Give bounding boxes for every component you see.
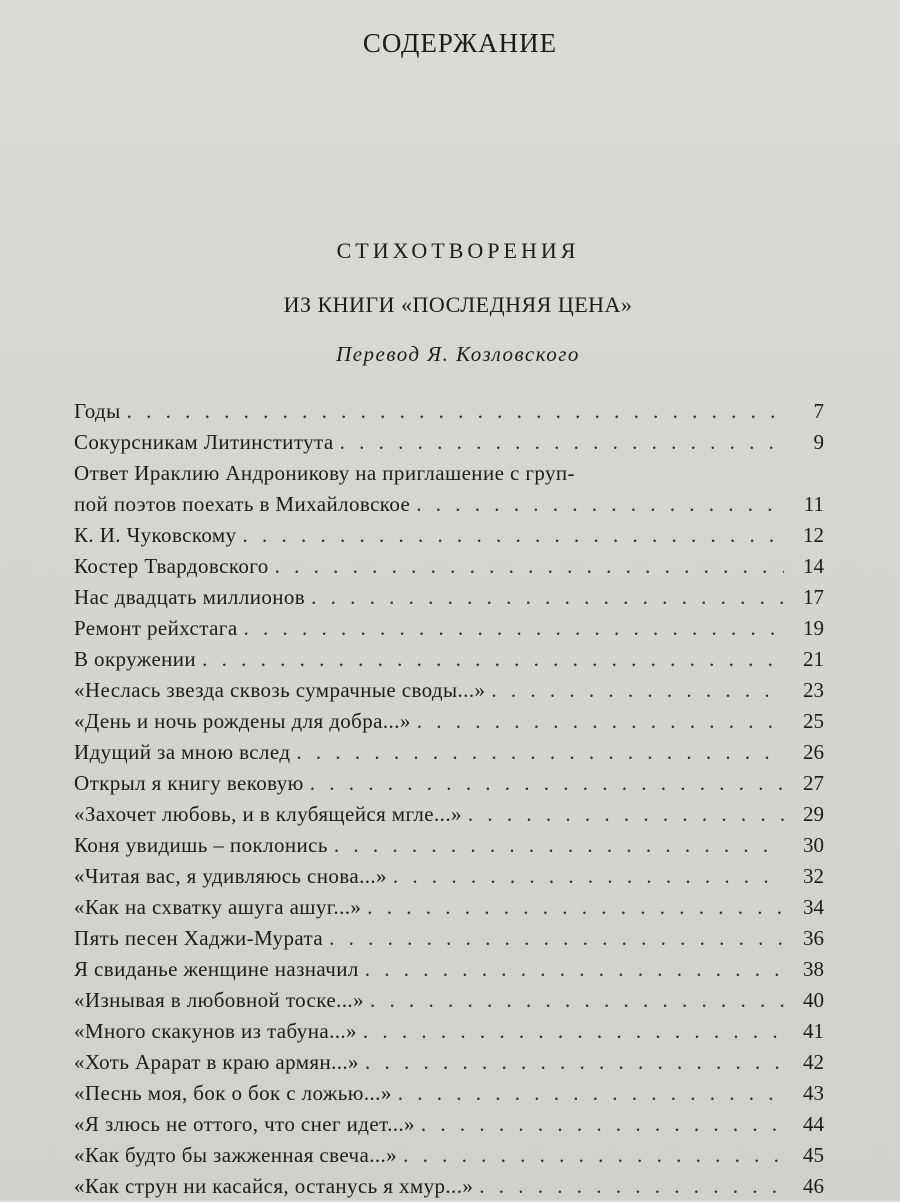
toc-entry-page: 25 [803, 709, 824, 733]
toc-entry [74, 675, 824, 706]
toc-entry-page: 30 [803, 833, 824, 857]
toc-entry-page: 41 [803, 1019, 824, 1043]
toc-entry [74, 520, 824, 551]
toc-entry-page: 27 [803, 771, 824, 795]
toc-leader-dots [411, 706, 784, 737]
toc-entry [74, 644, 824, 675]
toc-entry-title: «День и ночь рождены для добра...» [74, 709, 411, 733]
translator-credit: Перевод Я. Козловского [336, 342, 580, 366]
toc-entry [74, 1140, 824, 1171]
toc-entry-page: 12 [803, 523, 824, 547]
toc-leader-dots [305, 582, 784, 613]
toc-entry-page: 14 [803, 554, 824, 578]
toc-entry-page: 38 [803, 957, 824, 981]
toc-entry-page: 17 [803, 585, 824, 609]
toc-leader-dots [269, 551, 784, 582]
table-of-contents [74, 396, 824, 1202]
toc-leader-dots [473, 1171, 784, 1202]
toc-leader-dots [392, 1078, 784, 1109]
toc-entry-title: «Читая вас, я удивляюсь снова...» [74, 864, 387, 888]
toc-leader-dots [328, 830, 784, 861]
toc-entry [74, 768, 824, 799]
toc-entry-title: Идущий за мною вслед [74, 740, 291, 764]
toc-entry [74, 489, 824, 520]
toc-leader-dots [485, 675, 784, 706]
toc-entry-page: 21 [803, 647, 824, 671]
toc-entry [74, 582, 824, 613]
toc-entry-page: 23 [803, 678, 824, 702]
toc-leader-dots [334, 427, 784, 458]
toc-leader-dots [121, 396, 784, 427]
toc-entry-title: Ремонт рейхстага [74, 616, 238, 640]
toc-entry-page: 11 [803, 492, 824, 516]
toc-entry-title: «Я злюсь не оттого, что снег идет...» [74, 1112, 415, 1136]
toc-entry-title: Ответ Ираклию Андроникову на приглашение с груп- [74, 461, 575, 485]
toc-leader-dots [359, 1047, 784, 1078]
toc-entry [74, 830, 824, 861]
toc-entry [74, 1016, 824, 1047]
page-title: СОДЕРЖАНИЕ [362, 28, 558, 58]
toc-leader-dots [304, 768, 784, 799]
toc-entry [74, 737, 824, 768]
toc-entry-title: «Захочет любовь, и в клубящейся мгле...» [74, 802, 462, 826]
toc-entry [74, 799, 824, 830]
toc-entry-title: Годы [74, 399, 121, 423]
toc-entry-page: 42 [803, 1050, 824, 1074]
toc-leader-dots [290, 737, 784, 768]
toc-entry [74, 458, 824, 489]
toc-entry-page: 26 [803, 740, 824, 764]
toc-leader-dots [364, 985, 784, 1016]
toc-leader-dots [415, 1109, 784, 1140]
toc-entry [74, 706, 824, 737]
toc-entry-page: 36 [803, 926, 824, 950]
toc-entry [74, 551, 824, 582]
toc-entry-title: «Как струн ни касайся, останусь я хмур...» [74, 1174, 474, 1198]
toc-entry-title: пой поэтов поехать в Михайловское [74, 492, 411, 516]
toc-leader-dots [361, 892, 784, 923]
toc-entry [74, 954, 824, 985]
toc-entry-title: «Много скакунов из табуна...» [74, 1019, 357, 1043]
toc-entry [74, 923, 824, 954]
toc-entry-title: В окружении [74, 647, 197, 671]
toc-entry [74, 613, 824, 644]
toc-entry-title: «Как будто бы зажженная свеча...» [74, 1143, 398, 1167]
toc-entry [74, 1047, 824, 1078]
toc-entry-title: Пять песен Хаджи-Мурата [74, 926, 324, 950]
toc-entry [74, 427, 824, 458]
toc-entry-page: 9 [813, 430, 824, 454]
toc-entry [74, 1078, 824, 1109]
toc-entry [74, 396, 824, 427]
toc-leader-dots [359, 954, 784, 985]
toc-entry-title: К. И. Чуковскому [74, 523, 237, 547]
toc-entry [74, 892, 824, 923]
book-title: ИЗ КНИГИ «ПОСЛЕДНЯЯ ЦЕНА» [283, 292, 633, 317]
toc-entry-title: «Изнывая в любовной тоске...» [74, 988, 364, 1012]
toc-entry-page: 46 [803, 1174, 824, 1198]
toc-leader-dots [397, 1140, 784, 1171]
toc-leader-dots [387, 861, 784, 892]
toc-leader-dots [462, 799, 784, 830]
toc-entry-page: 29 [803, 802, 824, 826]
toc-entry-title: «Хоть Арарат в краю армян...» [74, 1050, 359, 1074]
toc-entry-page: 45 [803, 1143, 824, 1167]
toc-entry-page: 40 [803, 988, 824, 1012]
toc-leader-dots [323, 923, 784, 954]
toc-leader-dots [237, 520, 785, 551]
toc-entry-title: Нас двадцать миллионов [74, 585, 306, 609]
section-title: СТИХОТВОРЕНИЯ [336, 238, 580, 263]
toc-entry [74, 1109, 824, 1140]
toc-entry-title: «Неслась звезда сквозь сумрачные своды...» [74, 678, 486, 702]
toc-entry-title: Открыл я книгу вековую [74, 771, 304, 795]
toc-entry [74, 1171, 824, 1202]
toc-entry-title: Коня увидишь – поклонись [74, 833, 328, 857]
toc-entry-title: «Песнь моя, бок о бок с ложью...» [74, 1081, 392, 1105]
toc-entry [74, 861, 824, 892]
toc-leader-dots [196, 644, 784, 675]
toc-leader-dots [238, 613, 784, 644]
toc-entry-title: Я свиданье женщине назначил [74, 957, 359, 981]
toc-entry-page: 34 [803, 895, 824, 919]
toc-leader-dots [357, 1016, 784, 1047]
toc-entry-title: «Как на схватку ашуга ашуг...» [74, 895, 362, 919]
toc-entry-page: 44 [803, 1112, 824, 1136]
toc-entry [74, 985, 824, 1016]
toc-entry-page: 19 [803, 616, 824, 640]
toc-entry-page: 32 [803, 864, 824, 888]
toc-entry-title: Сокурсникам Литинститута [74, 430, 334, 454]
toc-entry-title: Костер Твардовского [74, 554, 269, 578]
toc-leader-dots [410, 489, 784, 520]
toc-entry-page: 43 [803, 1081, 824, 1105]
toc-entry-page: 7 [813, 399, 824, 423]
